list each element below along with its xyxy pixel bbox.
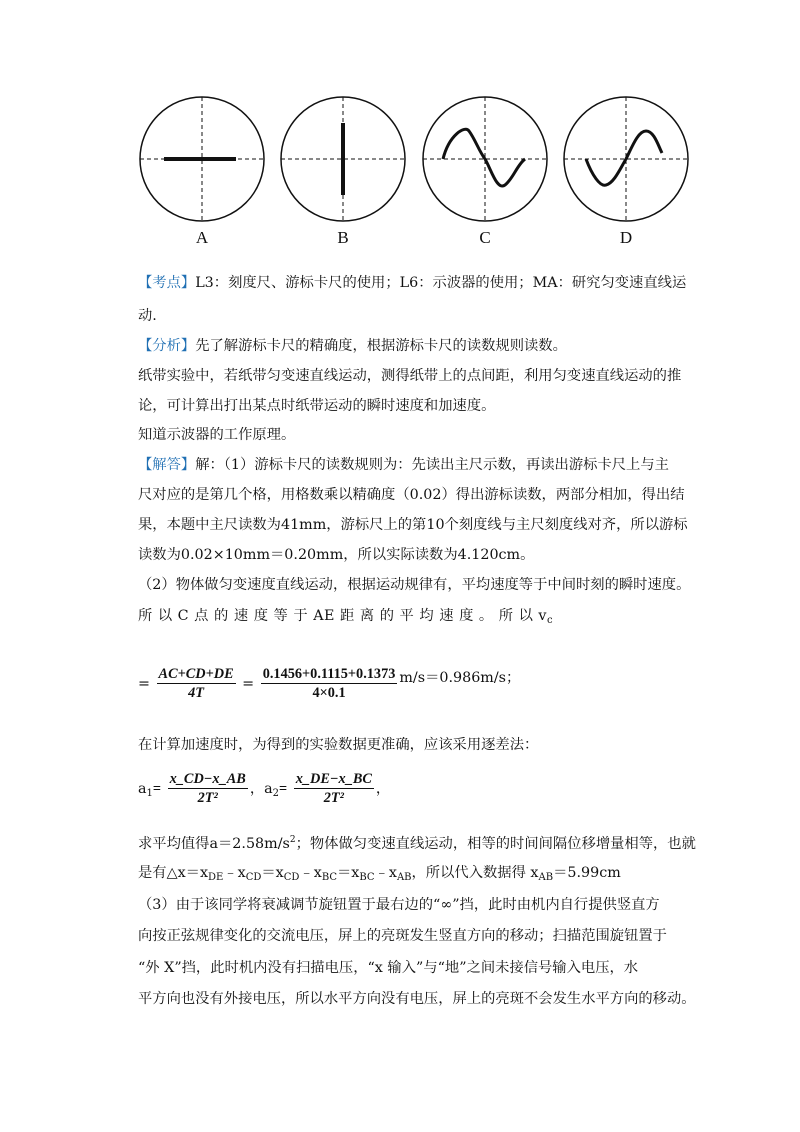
t17g: ，所以代入数据得 x bbox=[411, 865, 539, 881]
scope-c bbox=[421, 95, 549, 223]
fraction-1-den: 4T bbox=[188, 685, 205, 702]
oscilloscope-figure bbox=[138, 95, 688, 255]
t17s6: AB bbox=[396, 872, 412, 883]
a2-symbol: ，a bbox=[249, 780, 273, 797]
a1-subscript: 1 bbox=[146, 787, 153, 799]
squared-sup: 2 bbox=[289, 835, 296, 845]
text-line-11: （2）物体做匀变速度直线运动，根据运动规律有，平均速度等于中间时刻的瞬时速度。 bbox=[138, 577, 691, 593]
text-line-10: 读数为0.02×10mm＝0.20mm，所以实际读数为4.120cm。 bbox=[138, 547, 535, 563]
text-line-20: “外 X”挡，此时机内没有扫描电压，“x 输入”与“地”之间未接信号输入电压，水 bbox=[138, 960, 639, 976]
kaodian-line bbox=[138, 276, 686, 290]
avg-accel: 求平均值得a＝2.58m/s bbox=[138, 836, 290, 852]
fraction-1 bbox=[157, 667, 236, 701]
t17s1: DE bbox=[208, 872, 224, 883]
fraction-2-den: 4×0.1 bbox=[312, 685, 346, 702]
velocity-equation bbox=[138, 667, 520, 701]
scope-d bbox=[562, 95, 690, 223]
fraction-2-num: 0.1456+0.1115+0.1373 bbox=[261, 667, 398, 684]
text-line-8: 尺对应的是第几个格，用格数乘以精确度（0.02）得出游标读数，两部分相加，得出结 bbox=[138, 487, 685, 503]
eq-sign-2: = bbox=[242, 675, 255, 692]
vc-subscript: c bbox=[547, 615, 554, 626]
comma: ， bbox=[375, 780, 391, 797]
jieda-text: 解：（1）游标卡尺的读数规则为：先读出主尺示数，再读出游标卡尺上与主 bbox=[195, 457, 669, 473]
t17h: ＝5.99cm bbox=[553, 865, 621, 881]
jieda-line bbox=[138, 458, 669, 472]
fraction-a1-num: x_CD−x_AB bbox=[168, 772, 248, 789]
t17a: 是有△x＝x bbox=[138, 865, 209, 881]
a1-symbol: a bbox=[138, 780, 147, 797]
fraction-a2-den: 2T² bbox=[323, 790, 344, 807]
t17f: ﹣x bbox=[374, 865, 397, 881]
t17s4: BC bbox=[321, 872, 337, 883]
fraction-a2 bbox=[294, 772, 374, 806]
scope-d-graphic bbox=[562, 95, 690, 223]
t17e: ＝x bbox=[337, 865, 360, 881]
fraction-a1-den: 2T² bbox=[197, 790, 218, 807]
eq-sign-4: = bbox=[279, 780, 288, 797]
fraction-a2-num: x_DE−x_BC bbox=[294, 772, 374, 789]
kaodian-text: L3：刻度尺、游标卡尺的使用；L6：示波器的使用；MA：研究匀变速直线运 bbox=[195, 275, 687, 291]
scope-b-graphic bbox=[279, 95, 407, 223]
a2-subscript: 2 bbox=[272, 787, 280, 799]
jieda-tag: 【解答】 bbox=[138, 457, 196, 473]
scope-a-label: A bbox=[195, 228, 209, 247]
t17s5: BC bbox=[359, 872, 375, 883]
velocity-result: m/s＝0.986m/s； bbox=[399, 669, 521, 686]
text-line-16 bbox=[138, 836, 696, 851]
scope-a-graphic bbox=[138, 95, 266, 223]
fraction-1-num: AC+CD+DE bbox=[157, 667, 236, 684]
text-line-21: 平方向也没有外接电压，所以水平方向没有电压，屏上的亮斑不会发生水平方向的移动。 bbox=[138, 991, 696, 1007]
text-line-17 bbox=[138, 866, 621, 883]
text-line-6: 知道示波器的工作原理。 bbox=[138, 427, 296, 443]
kaodian-tag: 【考点】 bbox=[138, 275, 196, 291]
text-line-2: 动. bbox=[138, 308, 157, 324]
scope-c-graphic bbox=[421, 95, 549, 223]
eq-sign-3: = bbox=[152, 780, 162, 797]
eq-sign-1: = bbox=[138, 675, 150, 692]
fenxi-tag: 【分析】 bbox=[138, 338, 196, 354]
t17s2: CD bbox=[245, 872, 262, 883]
t17b: ﹣x bbox=[223, 865, 246, 881]
t17d: ﹣x bbox=[299, 865, 322, 881]
text-line-16-rest: ；物体做匀变速直线运动，相等的时间间隔位移增量相等，也就 bbox=[295, 836, 696, 852]
acceleration-equation bbox=[138, 772, 390, 806]
scope-d-label: D bbox=[619, 228, 633, 247]
t17s7: AB bbox=[538, 872, 554, 883]
text-line-19: 向按正弦规律变化的交流电压，屏上的亮斑发生竖直方向的移动；扫描范围旋钮置于 bbox=[138, 928, 667, 944]
text-line-12-main: 所 以 C 点 的 速 度 等 于 AE 距 离 的 平 均 速 度 。 所 以 v bbox=[138, 608, 548, 624]
fraction-2 bbox=[261, 667, 398, 701]
t17c: ＝x bbox=[261, 865, 284, 881]
text-line-14: 在计算加速度时，为得到的实验数据更准确，应该采用逐差法： bbox=[138, 737, 539, 753]
text-line-12 bbox=[138, 609, 553, 626]
t17s3: CD bbox=[283, 872, 300, 883]
text-line-9: 果，本题中主尺读数为41mm，游标尺上的第10个刻度线与主尺刻度线对齐，所以游标 bbox=[138, 517, 688, 533]
scope-b bbox=[279, 95, 407, 223]
text-line-5: 论，可计算出打出某点时纸带运动的瞬时速度和加速度。 bbox=[138, 398, 496, 414]
fenxi-line bbox=[138, 339, 567, 353]
scope-a bbox=[138, 95, 266, 223]
text-line-18: （3）由于该同学将衰减调节旋钮置于最右边的“∞”挡，此时由机内自行提供竖直方 bbox=[138, 897, 660, 913]
scope-c-label: C bbox=[479, 228, 491, 247]
fenxi-text: 先了解游标卡尺的精确度，根据游标卡尺的读数规则读数。 bbox=[195, 338, 567, 354]
scope-b-label: B bbox=[337, 228, 349, 247]
fraction-a1 bbox=[168, 772, 248, 806]
text-line-4: 纸带实验中，若纸带匀变速直线运动，测得纸带上的点间距，利用匀变速直线运动的推 bbox=[138, 368, 682, 384]
